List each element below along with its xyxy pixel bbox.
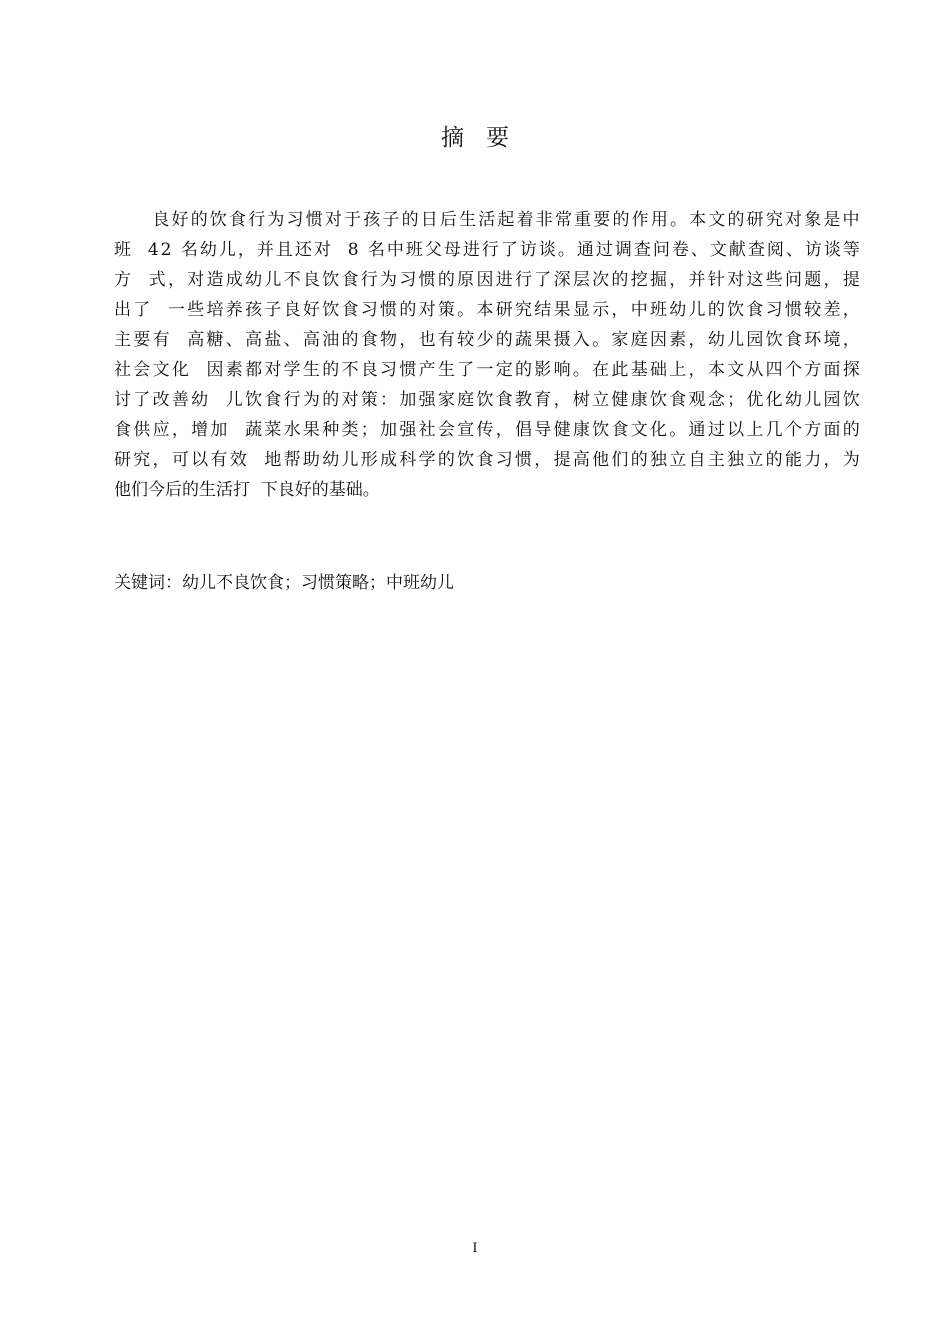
keywords-line: 关键词：幼儿不良饮食；习惯策略；中班幼儿	[114, 573, 454, 593]
abstract-line-8: 食 供 应 ， 增 加 蔬 菜 水 果 种 类 ； 加 强 社 会 宣 传 ， 倡 导 健 康 饮 食 文 化 。 通 过 以 上 几 个 方 面 的	[114, 420, 860, 440]
abstract-title-char-1: 摘	[441, 125, 464, 151]
abstract-line-10: 他们今后的生活打 下良好的基础。	[114, 480, 380, 500]
abstract-line-7: 讨 了 改 善 幼 儿 饮 食 行 为 的 对 策 ： 加 强 家 庭 饮 食 教 育 ， 树 立 健 康 饮 食 观 念 ； 优 化 幼 儿 园 饮	[114, 390, 860, 410]
abstract-title-char-2: 要	[486, 125, 509, 151]
abstract-line-1: 良 好 的 饮 食 行 为 习 惯 对 于 孩 子 的 日 后 生 活 起 着 非 常 重 要 的 作 用 。 本 文 的 研 究 对 象 是 中	[152, 210, 860, 230]
abstract-body	[114, 205, 860, 505]
abstract-title	[0, 122, 950, 154]
abstract-line-6: 社 会 文 化 因 素 都 对 学 生 的 不 良 习 惯 产 生 了 一 定 的 影 响 。 在 此 基 础 上 ， 本 文 从 四 个 方 面 探	[114, 360, 860, 380]
abstract-line-4: 出 了 一 些 培 养 孩 子 良 好 饮 食 习 惯 的 对 策 。 本 研 究 结 果 显 示 ， 中 班 幼 儿 的 饮 食 习 惯 较 差 ，	[114, 300, 860, 320]
abstract-line-2: 班 4 2 名 幼 儿 ， 并 且 还 对 8 名 中 班 父 母 进 行 了 访 谈 。 通 过 调 查 问 卷 、 文 献 查 阅 、 访 谈 等	[114, 240, 860, 260]
abstract-line-3: 方 式 ， 对 造 成 幼 儿 不 良 饮 食 行 为 习 惯 的 原 因 进 行 了 深 层 次 的 挖 掘 ， 并 针 对 这 些 问 题 ， 提	[114, 270, 860, 290]
page-number: I	[472, 1241, 478, 1256]
abstract-line-5: 主 要 有 高 糖 、 高 盐 、 高 油 的 食 物 ， 也 有 较 少 的 蔬 果 摄 入 。 家 庭 因 素 ， 幼 儿 园 饮 食 环 境 ，	[114, 330, 860, 350]
abstract-line-9: 研 究 ， 可 以 有 效 地 帮 助 幼 儿 形 成 科 学 的 饮 食 习 惯 ， 提 高 他 们 的 独 立 自 主 独 立 的 能 力 ， 为	[114, 450, 860, 470]
